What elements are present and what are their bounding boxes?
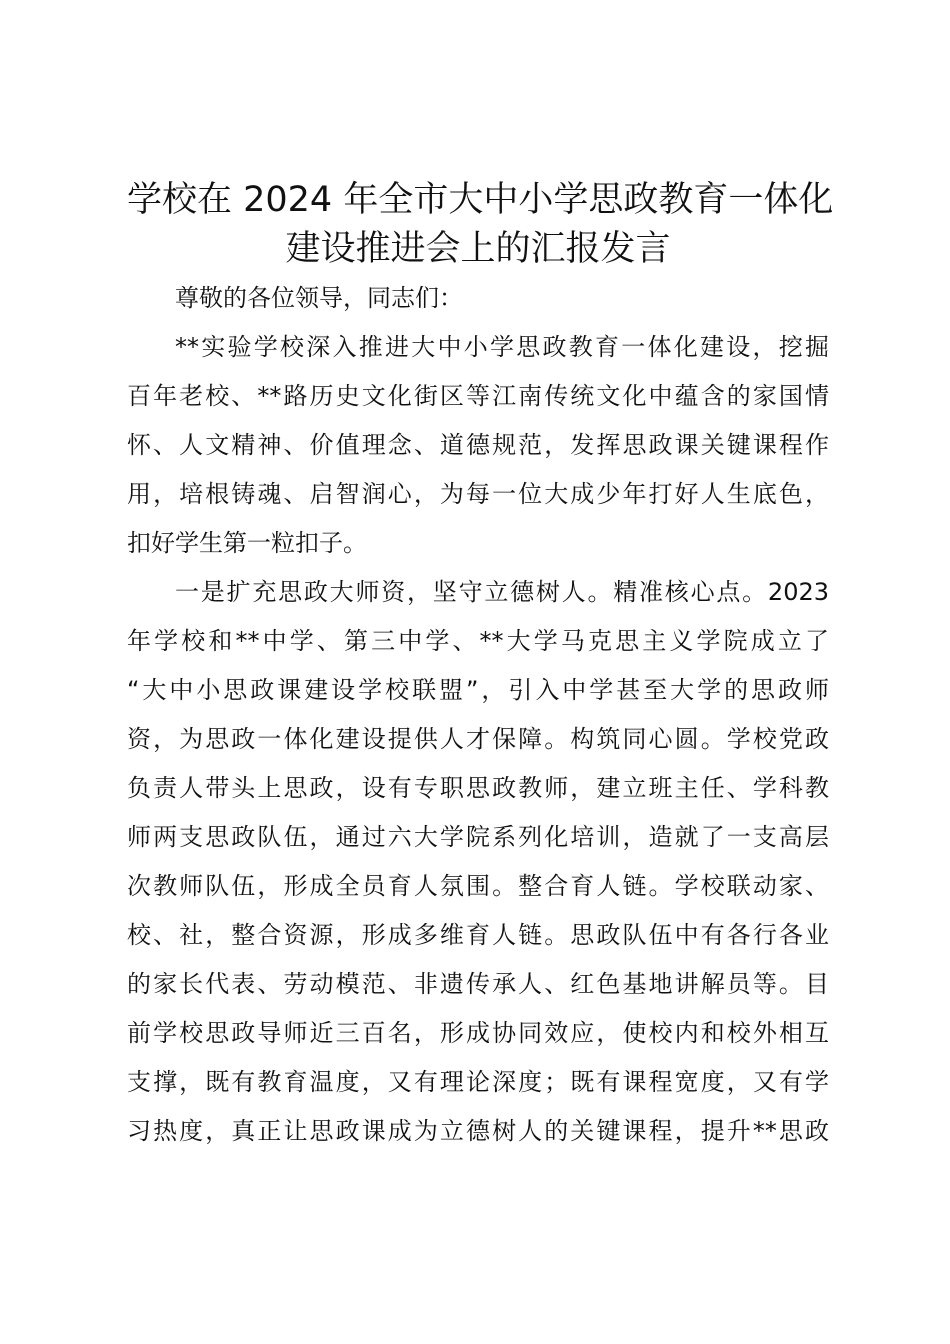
paragraph-line: “大中小思政课建设学校联盟”，引入中学甚至大学的思政师 <box>127 676 829 704</box>
title-line-2: 建设推进会上的汇报发言 <box>285 229 671 269</box>
paragraph-line: 怀、人文精神、价值理念、道德规范，发挥思政课关键课程作 <box>127 431 829 459</box>
paragraph-teachers <box>127 568 829 1156</box>
paragraph-line: 百年老校、**路历史文化街区等江南传统文化中蕴含的家国情 <box>127 382 829 410</box>
paragraph-line: 资，为思政一体化建设提供人才保障。构筑同心圆。学校党政 <box>127 725 829 753</box>
document-page <box>127 176 834 1156</box>
paragraph-line: 支撑，既有教育温度，又有理论深度；既有课程宽度，又有学 <box>127 1068 829 1096</box>
paragraph-line: 一是扩充思政大师资，坚守立德树人。精准核心点。2023 <box>175 578 829 606</box>
salutation: 尊敬的各位领导，同志们： <box>175 284 463 312</box>
paragraph-line: 用，培根铸魂、启智润心，为每一位大成少年打好人生底色， <box>127 480 829 508</box>
paragraph-line: 习热度，真正让思政课成为立德树人的关键课程，提升**思政 <box>127 1117 829 1145</box>
paragraph-line: 师两支思政队伍，通过六大学院系列化培训，造就了一支高层 <box>127 823 829 851</box>
paragraph-line: **实验学校深入推进大中小学思政教育一体化建设，挖掘 <box>175 333 829 361</box>
paragraph-line: 扣好学生第一粒扣子。 <box>127 529 367 557</box>
document-title <box>127 176 834 274</box>
title-line-1: 学校在 2024 年全市大中小学思政教育一体化 <box>127 180 834 220</box>
paragraph-line: 次教师队伍，形成全员育人氛围。整合育人链。学校联动家、 <box>127 872 829 900</box>
paragraph-intro <box>127 323 829 568</box>
paragraph-line: 的家长代表、劳动模范、非遗传承人、红色基地讲解员等。目 <box>127 970 829 998</box>
paragraph-line: 负责人带头上思政，设有专职思政教师，建立班主任、学科教 <box>127 774 829 802</box>
paragraph-line: 前学校思政导师近三百名，形成协同效应，使校内和校外相互 <box>127 1019 829 1047</box>
paragraph-line: 年学校和**中学、第三中学、**大学马克思主义学院成立了 <box>127 627 829 655</box>
paragraph-line: 校、社，整合资源，形成多维育人链。思政队伍中有各行各业 <box>127 921 829 949</box>
